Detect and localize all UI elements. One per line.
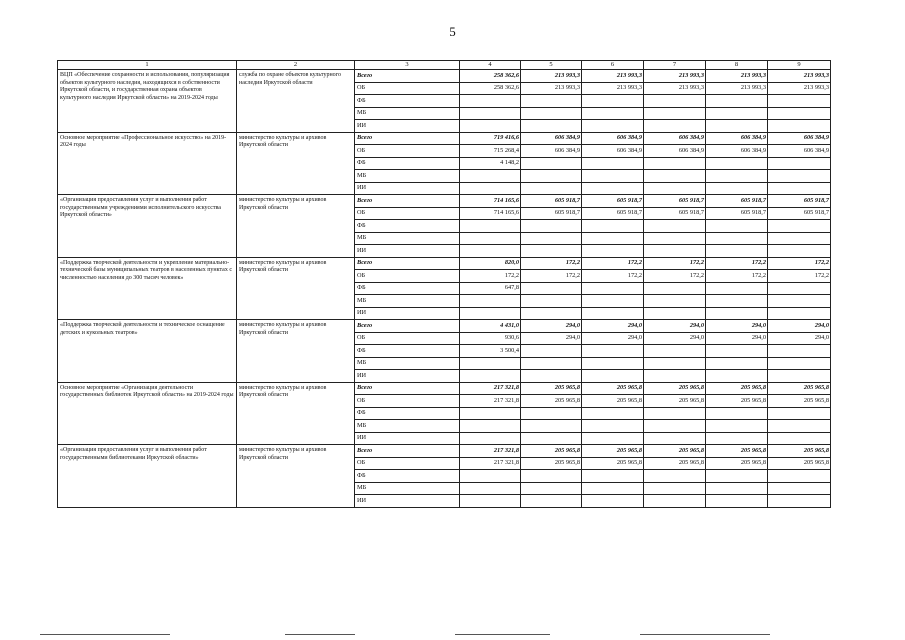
program-name: «Поддержка творческой деятельности и техническое оснащение детских и кукольных театров» [58,320,237,383]
amount-cell [460,170,521,183]
amount-cell [768,370,831,383]
funding-source-label: ОБ [355,270,460,283]
funding-source-label: МБ [355,232,460,245]
amount-cell [706,245,768,258]
amount-cell [521,295,582,308]
amount-cell [768,232,831,245]
funding-source-label: МБ [355,357,460,370]
amount-cell [460,220,521,233]
responsible-executor: министерство культуры и архивов Иркутской области [237,320,355,383]
table-row-total [58,445,831,458]
funding-source-label: ФБ [355,95,460,108]
amount-cell: 606 384,9 [768,132,831,145]
amount-cell: 606 384,9 [768,145,831,158]
responsible-executor: министерство культуры и архивов Иркутской области [237,195,355,258]
amount-cell [644,407,706,420]
amount-cell [768,307,831,320]
amount-cell: 205 965,8 [521,395,582,408]
amount-cell [644,95,706,108]
funding-source-label: Всего [355,320,460,333]
funding-source-label: ОБ [355,207,460,220]
scan-artifact [40,634,170,635]
amount-cell [460,245,521,258]
amount-cell [768,495,831,508]
amount-cell [768,470,831,483]
amount-cell [706,157,768,170]
amount-cell [706,120,768,133]
amount-cell [768,420,831,433]
amount-cell [644,120,706,133]
amount-cell: 294,0 [644,332,706,345]
amount-cell: 213 993,3 [521,82,582,95]
amount-cell: 605 918,7 [521,195,582,208]
amount-cell [644,295,706,308]
funding-source-label: ОБ [355,457,460,470]
amount-cell [460,495,521,508]
amount-cell [706,370,768,383]
amount-cell [706,357,768,370]
scan-artifact [640,634,770,635]
funding-source-label: Всего [355,445,460,458]
funding-source-label: ФБ [355,157,460,170]
amount-cell [768,432,831,445]
amount-cell: 606 384,9 [644,132,706,145]
amount-cell: 205 965,8 [521,457,582,470]
table-row-total [58,70,831,83]
amount-cell [582,407,644,420]
amount-cell [706,295,768,308]
program-name: Основное мероприятие «Профессиональное искусство» на 2019-2024 годы [58,132,237,195]
page-number: 5 [449,24,456,39]
amount-cell: 205 965,8 [706,445,768,458]
column-header: 3 [355,61,460,70]
amount-cell [706,170,768,183]
amount-cell [582,420,644,433]
amount-cell: 294,0 [768,320,831,333]
amount-cell: 205 965,8 [768,457,831,470]
amount-cell: 605 918,7 [644,207,706,220]
scan-artifact [285,634,355,635]
amount-cell [521,432,582,445]
responsible-executor: министерство культуры и архивов Иркутской области [237,445,355,508]
amount-cell [460,470,521,483]
amount-cell: 294,0 [582,332,644,345]
amount-cell [582,432,644,445]
amount-cell [706,432,768,445]
amount-cell [706,420,768,433]
amount-cell: 172,2 [706,270,768,283]
amount-cell [644,182,706,195]
amount-cell: 205 965,8 [521,382,582,395]
amount-cell [582,107,644,120]
amount-cell [768,157,831,170]
amount-cell [768,407,831,420]
amount-cell [521,182,582,195]
amount-cell [460,432,521,445]
amount-cell [768,295,831,308]
amount-cell: 205 965,8 [706,395,768,408]
amount-cell [706,220,768,233]
program-name: Основное мероприятие «Организация деятельности государственных библиотек Иркутской области» на 2019-2024 годы [58,382,237,445]
amount-cell [582,220,644,233]
amount-cell [706,232,768,245]
amount-cell [521,357,582,370]
funding-source-label: ИИ [355,120,460,133]
scan-artifact [455,634,550,635]
amount-cell: 605 918,7 [521,207,582,220]
amount-cell [460,295,521,308]
amount-cell [768,482,831,495]
funding-source-label: ИИ [355,182,460,195]
amount-cell: 205 965,8 [582,457,644,470]
amount-cell: 605 918,7 [768,207,831,220]
funding-source-label: ОБ [355,395,460,408]
amount-cell [768,282,831,295]
funding-source-label: Всего [355,195,460,208]
amount-cell: 213 993,3 [768,70,831,83]
amount-cell [521,495,582,508]
amount-cell [644,107,706,120]
amount-cell: 205 965,8 [644,395,706,408]
amount-cell [521,482,582,495]
budget-table [57,60,831,508]
amount-cell [706,307,768,320]
funding-source-label: ОБ [355,332,460,345]
table-row-total [58,382,831,395]
funding-source-label: ФБ [355,220,460,233]
column-header: 4 [460,61,521,70]
column-header: 8 [706,61,768,70]
amount-cell [521,282,582,295]
amount-cell [706,95,768,108]
amount-cell [582,232,644,245]
amount-cell [460,120,521,133]
funding-source-label: ОБ [355,82,460,95]
amount-cell [460,420,521,433]
amount-cell [644,420,706,433]
table-row-total [58,195,831,208]
table-row-total [58,320,831,333]
amount-cell: 205 965,8 [706,457,768,470]
amount-cell: 820,0 [460,257,521,270]
amount-cell [582,282,644,295]
amount-cell: 4 431,0 [460,320,521,333]
amount-cell [460,107,521,120]
amount-cell [521,345,582,358]
amount-cell: 205 965,8 [768,445,831,458]
amount-cell: 294,0 [644,320,706,333]
amount-cell [706,282,768,295]
column-header: 1 [58,61,237,70]
amount-cell [706,470,768,483]
amount-cell: 605 918,7 [582,207,644,220]
amount-cell [521,370,582,383]
column-header: 7 [644,61,706,70]
amount-cell [460,482,521,495]
amount-cell: 172,2 [706,257,768,270]
amount-cell [582,470,644,483]
amount-cell: 294,0 [768,332,831,345]
amount-cell: 719 416,6 [460,132,521,145]
program-name: ВЦП «Обеспечение сохранности и использования, популяризация объектов культурного наследия, находящихся в собственности Иркутской области, и государственная охрана объектов культурного наследия Иркутской области» на 2019-2024 годы [58,70,237,133]
amount-cell: 258 362,6 [460,70,521,83]
amount-cell: 213 993,3 [644,82,706,95]
amount-cell: 172,2 [521,270,582,283]
amount-cell: 605 918,7 [706,195,768,208]
amount-cell [460,407,521,420]
amount-cell [521,232,582,245]
program-name: «Организация предоставления услуг и выполнения работ государственными учреждениями исполнительского искусства Иркутской области» [58,195,237,258]
amount-cell: 205 965,8 [644,457,706,470]
amount-cell [644,307,706,320]
amount-cell: 172,2 [768,270,831,283]
funding-source-label: ФБ [355,470,460,483]
funding-source-label: ФБ [355,345,460,358]
amount-cell: 606 384,9 [521,132,582,145]
responsible-executor: министерство культуры и архивов Иркутской области [237,382,355,445]
amount-cell [460,357,521,370]
amount-cell [644,220,706,233]
amount-cell [521,245,582,258]
funding-source-label: МБ [355,170,460,183]
amount-cell [644,432,706,445]
amount-cell [768,120,831,133]
funding-source-label: ИИ [355,245,460,258]
funding-source-label: Всего [355,132,460,145]
amount-cell: 172,2 [582,257,644,270]
amount-cell: 213 993,3 [644,70,706,83]
amount-cell: 4 148,2 [460,157,521,170]
amount-cell [460,95,521,108]
amount-cell [582,295,644,308]
amount-cell: 294,0 [706,332,768,345]
amount-cell [582,495,644,508]
amount-cell: 205 965,8 [521,445,582,458]
amount-cell: 606 384,9 [706,132,768,145]
funding-source-label: Всего [355,382,460,395]
amount-cell [460,182,521,195]
amount-cell: 217 321,8 [460,457,521,470]
column-header: 2 [237,61,355,70]
amount-cell [460,370,521,383]
amount-cell: 217 321,8 [460,395,521,408]
funding-source-label: ИИ [355,495,460,508]
amount-cell [521,120,582,133]
amount-cell [768,170,831,183]
program-name: «Организация предоставления услуг и выполнения работ государственными библиотеками Иркутской области» [58,445,237,508]
amount-cell [521,170,582,183]
amount-cell: 258 362,6 [460,82,521,95]
amount-cell [582,307,644,320]
amount-cell [768,357,831,370]
funding-source-label: Всего [355,70,460,83]
amount-cell [460,307,521,320]
amount-cell [644,345,706,358]
amount-cell: 205 965,8 [582,395,644,408]
amount-cell: 172,2 [768,257,831,270]
amount-cell: 217 321,8 [460,382,521,395]
amount-cell [521,470,582,483]
amount-cell [582,482,644,495]
amount-cell [582,157,644,170]
table-row-total [58,132,831,145]
amount-cell [706,495,768,508]
amount-cell: 172,2 [644,270,706,283]
amount-cell: 172,2 [644,257,706,270]
amount-cell [706,182,768,195]
amount-cell [644,370,706,383]
amount-cell: 213 993,3 [582,82,644,95]
amount-cell [521,95,582,108]
amount-cell: 294,0 [706,320,768,333]
amount-cell: 606 384,9 [582,145,644,158]
amount-cell [644,282,706,295]
amount-cell: 605 918,7 [644,195,706,208]
amount-cell: 714 165,6 [460,195,521,208]
amount-cell [644,232,706,245]
amount-cell [582,95,644,108]
amount-cell: 930,6 [460,332,521,345]
amount-cell [521,107,582,120]
amount-cell [706,107,768,120]
amount-cell: 605 918,7 [768,195,831,208]
amount-cell [521,407,582,420]
amount-cell [582,345,644,358]
amount-cell: 606 384,9 [521,145,582,158]
amount-cell [582,120,644,133]
amount-cell [521,307,582,320]
amount-cell: 606 384,9 [582,132,644,145]
funding-source-label: Всего [355,257,460,270]
amount-cell [768,345,831,358]
amount-cell: 205 965,8 [768,395,831,408]
responsible-executor: служба по охране объектов культурного наследия Иркутской области [237,70,355,133]
amount-cell [582,170,644,183]
amount-cell: 213 993,3 [706,82,768,95]
amount-cell: 205 965,8 [644,382,706,395]
amount-cell: 606 384,9 [706,145,768,158]
amount-cell [644,470,706,483]
amount-cell: 205 965,8 [582,445,644,458]
amount-cell: 172,2 [521,257,582,270]
amount-cell [644,357,706,370]
amount-cell [706,482,768,495]
amount-cell: 172,2 [460,270,521,283]
amount-cell: 714 165,6 [460,207,521,220]
amount-cell: 205 965,8 [768,382,831,395]
amount-cell: 294,0 [582,320,644,333]
amount-cell: 213 993,3 [582,70,644,83]
amount-cell [582,370,644,383]
amount-cell: 606 384,9 [644,145,706,158]
responsible-executor: министерство культуры и архивов Иркутской области [237,257,355,320]
amount-cell [768,182,831,195]
amount-cell [644,170,706,183]
funding-source-label: МБ [355,420,460,433]
amount-cell: 605 918,7 [706,207,768,220]
amount-cell: 605 918,7 [582,195,644,208]
table-row-total [58,257,831,270]
amount-cell [521,420,582,433]
amount-cell: 294,0 [521,332,582,345]
amount-cell: 205 965,8 [582,382,644,395]
amount-cell: 213 993,3 [768,82,831,95]
amount-cell: 3 500,4 [460,345,521,358]
column-header: 9 [768,61,831,70]
amount-cell [460,232,521,245]
funding-source-label: ИИ [355,307,460,320]
funding-source-label: ФБ [355,407,460,420]
amount-cell: 205 965,8 [644,445,706,458]
responsible-executor: министерство культуры и архивов Иркутской области [237,132,355,195]
amount-cell [644,495,706,508]
amount-cell [706,407,768,420]
funding-source-label: ИИ [355,432,460,445]
amount-cell [644,157,706,170]
amount-cell [521,157,582,170]
funding-source-label: ОБ [355,145,460,158]
amount-cell [644,482,706,495]
amount-cell [706,345,768,358]
amount-cell [644,245,706,258]
amount-cell [582,182,644,195]
column-numbers-row [58,61,831,70]
amount-cell [768,220,831,233]
amount-cell: 205 965,8 [706,382,768,395]
amount-cell [768,107,831,120]
funding-source-label: МБ [355,482,460,495]
amount-cell: 213 993,3 [706,70,768,83]
funding-source-label: МБ [355,295,460,308]
amount-cell: 294,0 [521,320,582,333]
amount-cell: 217 321,8 [460,445,521,458]
amount-cell: 172,2 [582,270,644,283]
program-name: «Поддержка творческой деятельности и укрепление материально-технической базы муниципальных театров в населенных пунктах с численностью населения до 300 тысяч человек» [58,257,237,320]
amount-cell [582,357,644,370]
funding-source-label: ФБ [355,282,460,295]
amount-cell [768,245,831,258]
amount-cell: 647,8 [460,282,521,295]
column-header: 6 [582,61,644,70]
amount-cell [521,220,582,233]
amount-cell: 715 268,4 [460,145,521,158]
amount-cell: 213 993,3 [521,70,582,83]
amount-cell [582,245,644,258]
amount-cell [768,95,831,108]
funding-source-label: ИИ [355,370,460,383]
column-header: 5 [521,61,582,70]
funding-source-label: МБ [355,107,460,120]
